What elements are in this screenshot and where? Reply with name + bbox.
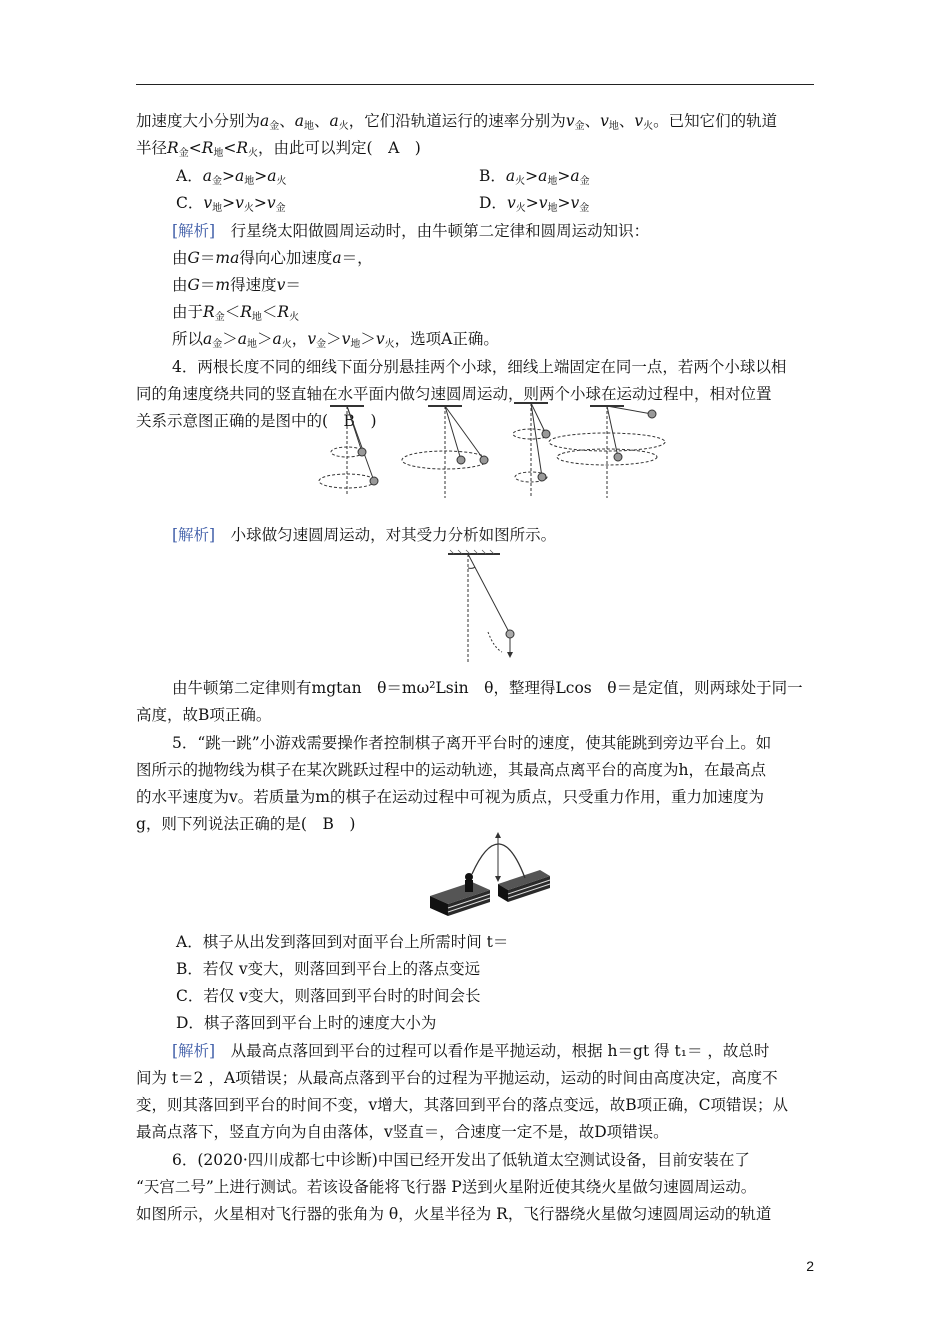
- analysis-line: [解析] 从最高点落回到平台的过程可以看作是平抛运动，根据 h＝gt 得 t₁＝ ，故总时: [172, 1042, 770, 1060]
- jump-game-figure: [430, 830, 560, 920]
- option-c-diagram: [513, 403, 550, 498]
- text-line: 间为 t＝2 ，A项错误；从最高点落到平台的过程为平抛运动，运动的时间由高度决定，高度不: [136, 1069, 778, 1087]
- text-line: 加速度大小分别为$a_金$、$a_地$、$a_火$，它们沿轨道运行的速率分别为$v_金$、$v_地$、$v_火$。已知它们的轨道: [136, 112, 778, 132]
- option-d: D．棋子落回到平台上时的速度大小为: [176, 1014, 437, 1032]
- text-line: 最高点落下，竖直方向为自由落体，v竖直＝，合速度一定不是，故D项错误。: [136, 1123, 669, 1141]
- analysis-line: [解析] 行星绕太阳做圆周运动时，由牛顿第二定律和圆周运动知识：: [172, 222, 650, 240]
- text-line: g，则下列说法正确的是( B ): [136, 815, 356, 833]
- text-line: 的水平速度为v。若质量为m的棋子在运动过程中可视为质点，只受重力作用，重力加速度为: [136, 788, 764, 806]
- text-line: 变，则其落回到平台的时间不变，v增大，其落回到平台的落点变远，故B项正确，C项错误；从: [136, 1096, 789, 1114]
- option-d-diagram: [549, 406, 665, 498]
- question-4: 4．两根长度不同的细线下面分别悬挂两个小球，细线上端固定在同一点，若两个小球以相: [172, 358, 787, 376]
- text-line: 所以$a_金>a_地>a_火$，$v_金>v_地>v_火$，选项A正确。: [172, 330, 499, 350]
- text-line: 图所示的抛物线为棋子在某次跳跃过程中的运动轨迹，其最高点离平台的高度为h，在最高点: [136, 761, 766, 779]
- option-d: D．$v_火>v_地>v_金$: [479, 194, 590, 214]
- text-line: “天宫二号”上进行测试。若该设备能将飞行器 P送到火星附近使其绕火星做匀速圆周运动。: [136, 1178, 757, 1196]
- text-line: 由G＝ma得向心加速度a＝，: [172, 249, 373, 267]
- text-line: 由牛顿第二定律则有mgtan θ＝mω²Lsin θ，整理得Lcos θ＝是定值，则两球处于同一: [172, 679, 803, 697]
- text-line: 关系示意图正确的是图中的( B ): [136, 412, 377, 430]
- option-a: A．$a_金>a_地>a_火$: [176, 167, 287, 187]
- option-c: C．若仅 v变大，则落回到平台时的时间会长: [176, 987, 481, 1005]
- text-line: 高度，故B项正确。: [136, 706, 272, 724]
- option-b-diagram: [402, 406, 488, 498]
- force-analysis-figure: [440, 548, 550, 668]
- header-rule: [136, 84, 814, 85]
- option-c: C．$v_地>v_火>v_金$: [176, 194, 286, 214]
- analysis-tag: [解析]: [172, 526, 216, 544]
- text-line: 半径$R_金<R_地<R_火$，由此可以判定( A ): [136, 139, 421, 159]
- text-line: 由于$R_金<R_地<R_火$: [172, 303, 300, 323]
- option-b: B．若仅 v变大，则落回到平台上的落点变远: [176, 960, 481, 978]
- analysis-tag: [解析]: [172, 1042, 216, 1060]
- pendulum-options-figure: [318, 398, 678, 518]
- page-number: 2: [806, 1258, 814, 1274]
- option-a-diagram: [319, 406, 378, 496]
- text-line: 由G＝m得速度v＝: [172, 276, 301, 294]
- question-5: 5．“跳一跳”小游戏需要操作者控制棋子离开平台时的速度，使其能跳到旁边平台上。如: [172, 734, 772, 752]
- question-6: 6．(2020·四川成都七中诊断)中国已经开发出了低轨道太空测试设备，目前安装在了: [172, 1151, 750, 1169]
- analysis-tag: [解析]: [172, 222, 216, 240]
- option-a: A．棋子从出发到落回到对面平台上所需时间 t＝: [176, 933, 509, 951]
- analysis-line: [解析] 小球做匀速圆周运动，对其受力分析如图所示。: [172, 526, 557, 544]
- text-line: 如图所示，火星相对飞行器的张角为 θ，火星半径为 R，飞行器绕火星做匀速圆周运动的轨道: [136, 1205, 772, 1223]
- option-b: B．$a_火>a_地>a_金$: [479, 167, 590, 187]
- text-line: 同的角速度绕共同的竖直轴在水平面内做匀速圆周运动，则两个小球在运动过程中，相对位置: [136, 385, 772, 403]
